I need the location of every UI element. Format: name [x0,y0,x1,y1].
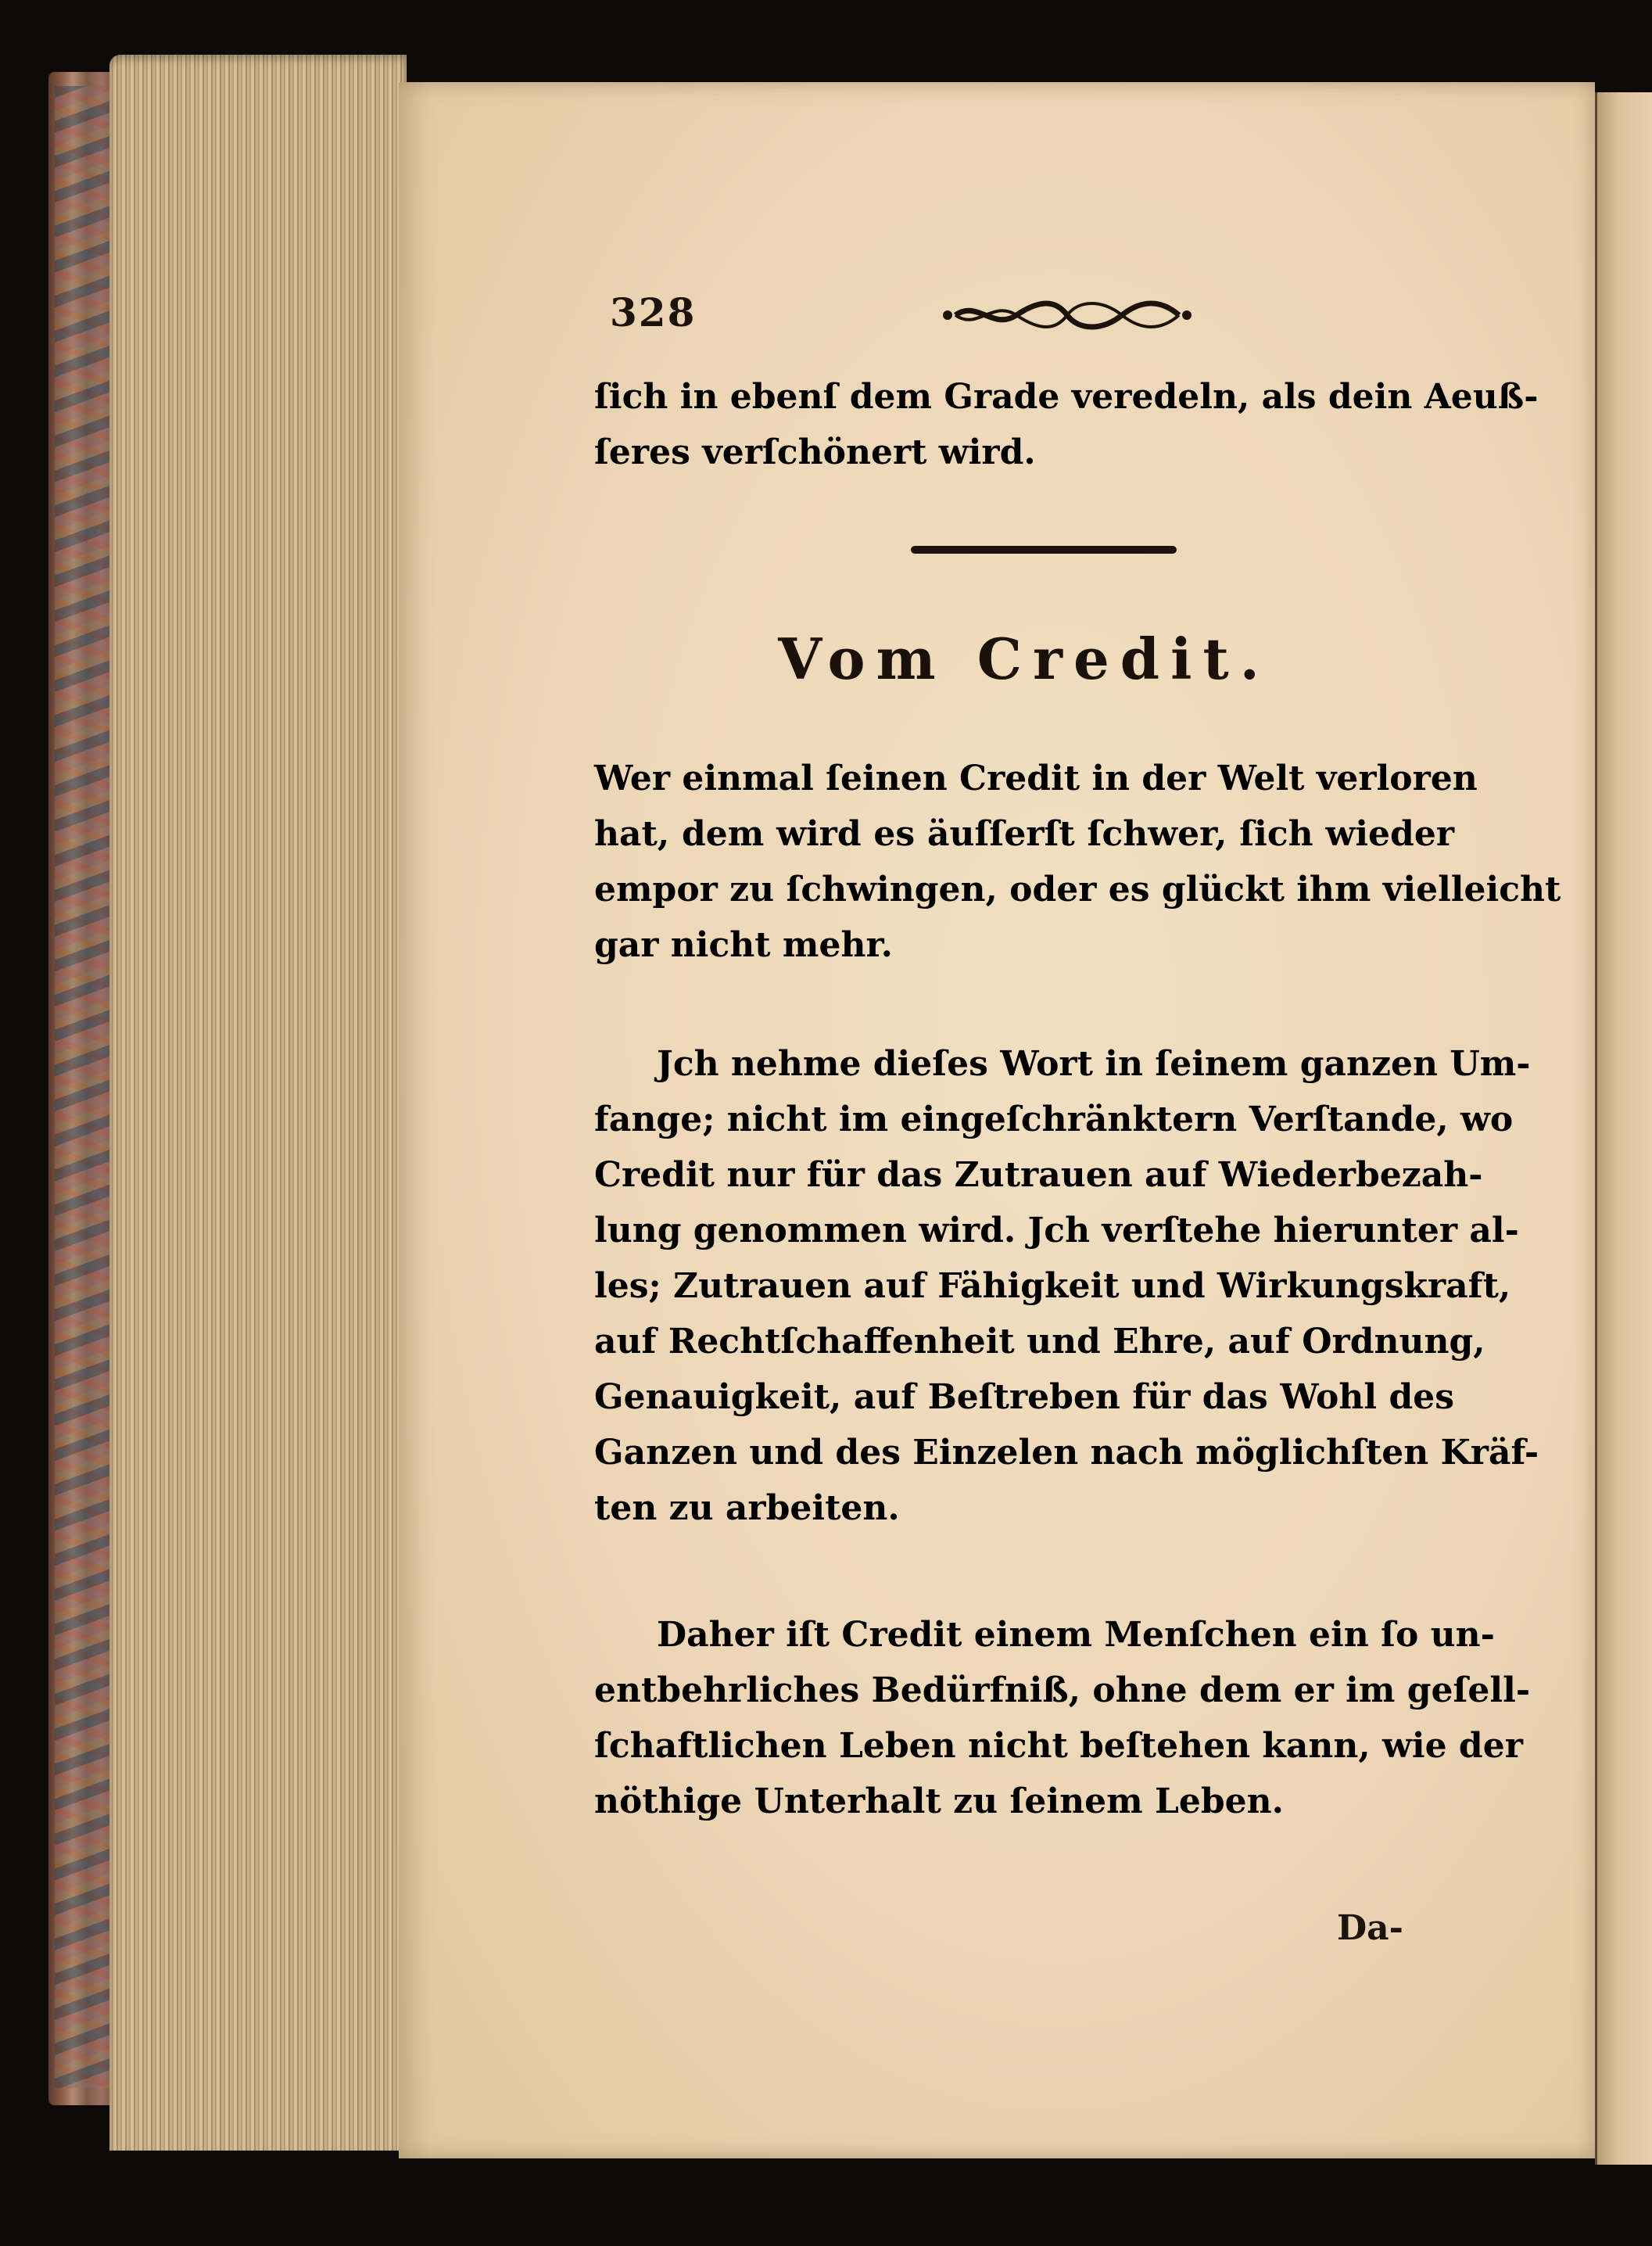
page-header [594,289,1454,352]
continuation-text [594,369,1539,480]
text-line: Ganzen und des Einzelen nach möglichſten Kräf- [594,1433,1539,1473]
text-line: entbehrliches Bedürfniß, ohne dem er im geſell- [594,1670,1531,1710]
text-line: ſeres verſchönert wird. [594,432,1036,472]
paragraph-2 [594,1036,1539,1536]
paragraph-3 [594,1607,1531,1829]
section-title: Vom Credit. [778,626,1270,692]
text-line: Jch nehme dieſes Wort in ſeinem ganzen Um- [657,1044,1531,1084]
text-line: Genauigkeit, auf Beſtreben für das Wohl des [594,1377,1454,1417]
text-line: Credit nur für das Zutrauen auf Wiederbezah- [594,1155,1483,1195]
text-line: auf Rechtſchaffenheit und Ehre, auf Ordnung, [594,1322,1485,1362]
text-line: lung genommen wird. Jch verſtehe hierunter al- [594,1211,1519,1250]
page-stack [109,55,407,2151]
page-number: 328 [610,289,697,335]
facing-page-edge [1595,92,1652,2165]
text-line: Daher iſt Credit einem Menſchen ein ſo un- [657,1615,1495,1655]
text-line: ten zu arbeiten. [594,1488,900,1528]
text-line: ſich in ebenſ dem Grade veredeln, als dein Aeuß- [594,377,1539,417]
section-divider [911,546,1177,554]
text-line: les; Zutrauen auf Fähigkeit und Wirkungskraft, [594,1266,1511,1306]
catchword: Da- [1337,1908,1403,1948]
text-line: Wer einmal ſeinen Credit in der Welt verloren [594,759,1478,798]
text-line: fange; nicht im eingeſchränktern Verſtande, wo [594,1100,1514,1139]
text-line: nöthige Unterhalt zu ſeinem Leben. [594,1781,1284,1821]
text-line: ſchaftlichen Leben nicht beſtehen kann, wie der [594,1726,1523,1766]
paragraph-1 [594,751,1561,973]
marbled-edge [55,86,109,2088]
text-line: empor zu ſchwingen, oder es glückt ihm vielleicht [594,870,1561,910]
text-line: gar nicht mehr. [594,925,893,965]
ornament-vignette-icon [938,296,1196,335]
text-line: hat, dem wird es äuſſerſt ſchwer, ſich wieder [594,814,1454,854]
